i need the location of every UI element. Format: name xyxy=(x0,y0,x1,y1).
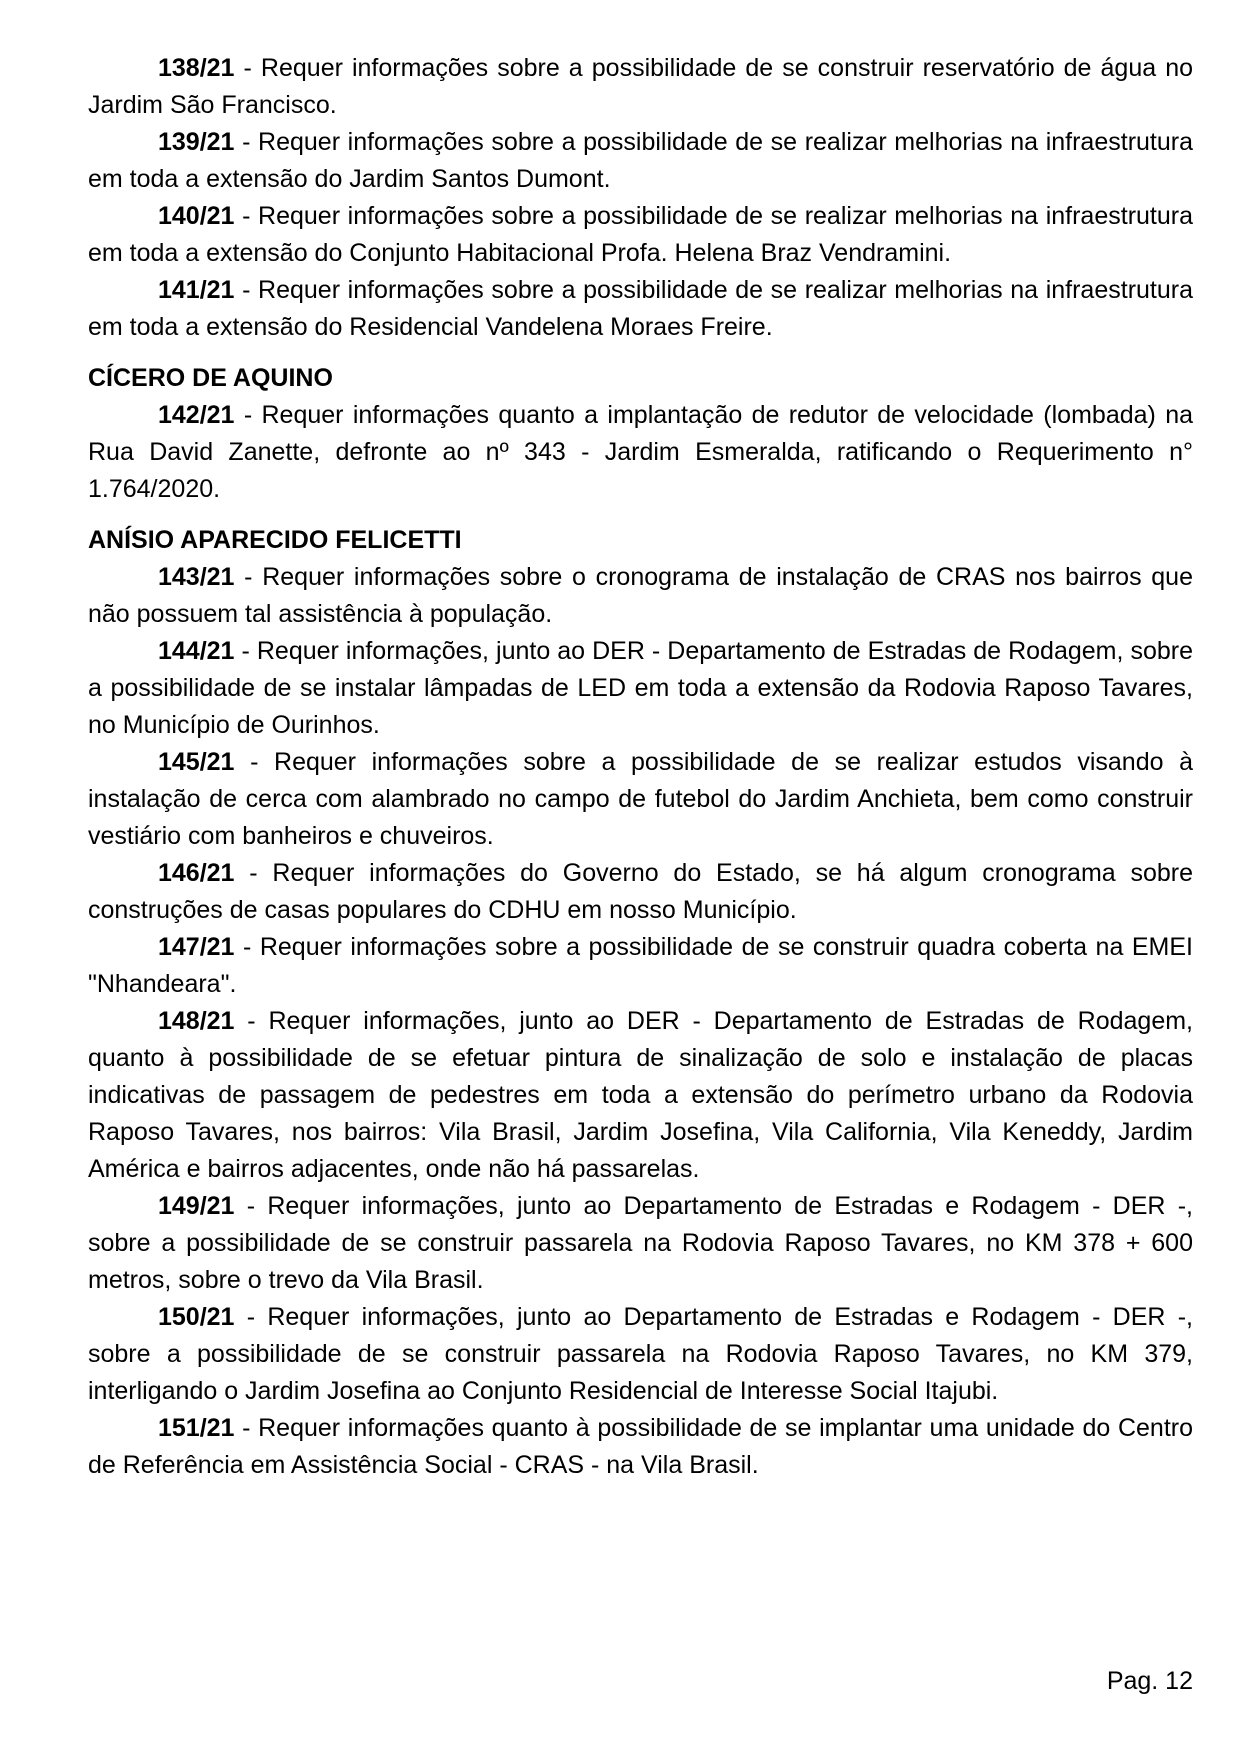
requirement-text: Requer informações sobre a possibilidade de se construir quadra coberta na EMEI "Nhandeara". xyxy=(88,933,1193,998)
requirement-text: Requer informações, junto ao DER - Departamento de Estradas de Rodagem, sobre a possibilidade de se instalar lâmpadas de LED em toda a extensão da Rodovia Raposo Tavares, no Município de Ourinhos. xyxy=(88,637,1194,739)
requirement-number: 140/21 xyxy=(158,202,235,230)
author-heading: CÍCERO DE AQUINO xyxy=(88,364,333,392)
requirement-number: 148/21 xyxy=(158,1007,235,1035)
requirement-paragraph: 144/21 - Requer informações, junto ao DER - Departamento de Estradas de Rodagem, sobre a possibilidade de se instalar lâmpadas de LED em toda a extensão da Rodovia Raposo Tavares, no Município de Ourinhos. xyxy=(88,637,1194,739)
requirement-number: 142/21 xyxy=(158,401,235,429)
requirement-number: 147/21 xyxy=(158,933,235,961)
requirement-text: Requer informações do Governo do Estado, se há algum cronograma sobre construções de casas populares do CDHU em nosso Município. xyxy=(88,859,1194,924)
author-heading: ANÍSIO APARECIDO FELICETTI xyxy=(88,526,462,554)
requirement-text: Requer informações sobre o cronograma de instalação de CRAS nos bairros que não possuem tal assistência à população. xyxy=(88,563,1193,628)
requirement-text: Requer informações sobre a possibilidade de se realizar estudos visando à instalação de cerca com alambrado no campo de futebol do Jardim Anchieta, bem como construir vestiário com banheiros e chuveiros. xyxy=(88,748,1194,850)
requirement-number: 144/21 xyxy=(158,637,235,665)
document-content xyxy=(88,50,1193,1484)
requirement-paragraph: 145/21 - Requer informações sobre a possibilidade de se realizar estudos visando à instalação de cerca com alambrado no campo de futebol do Jardim Anchieta, bem como construir vestiário com banheiros e chuveiros. xyxy=(88,748,1194,850)
requirement-text: Requer informações sobre a possibilidade de se realizar melhorias na infraestrutura em toda a extensão do Jardim Santos Dumont. xyxy=(88,128,1193,193)
requirement-paragraph: 150/21 - Requer informações, junto ao Departamento de Estradas e Rodagem - DER -, sobre a possibilidade de se construir passarela na Rodovia Raposo Tavares, no KM 379, interligando o Jardim Josefina ao Conjunto Residencial de Interesse Social Itajubi. xyxy=(88,1303,1194,1405)
requirement-number: 145/21 xyxy=(158,748,235,776)
requirement-paragraph: 142/21 - Requer informações quanto a implantação de redutor de velocidade (lombada) na Rua David Zanette, defronte ao nº 343 - Jardim Esmeralda, ratificando o Requerimento n° 1.764/2020. xyxy=(88,401,1194,503)
requirement-number: 138/21 xyxy=(158,54,235,82)
page-number: Pag. 12 xyxy=(1106,1667,1193,1695)
requirement-number: 149/21 xyxy=(158,1192,235,1220)
requirement-text: Requer informações quanto à possibilidade de se implantar uma unidade do Centro de Referência em Assistência Social - CRAS - na Vila Brasil. xyxy=(88,1414,1193,1479)
requirement-text: Requer informações sobre a possibilidade de se construir reservatório de água no Jardim São Francisco. xyxy=(88,54,1194,119)
requirement-paragraph: 140/21 - Requer informações sobre a possibilidade de se realizar melhorias na infraestrutura em toda a extensão do Conjunto Habitacional Profa. Helena Braz Vendramini. xyxy=(88,202,1193,267)
requirement-paragraph: 149/21 - Requer informações, junto ao Departamento de Estradas e Rodagem - DER -, sobre a possibilidade de se construir passarela na Rodovia Raposo Tavares, no KM 378 + 600 metros, sobre o trevo da Vila Brasil. xyxy=(88,1192,1194,1294)
requirement-paragraph: 148/21 - Requer informações, junto ao DER - Departamento de Estradas de Rodagem, quanto à possibilidade de se efetuar pintura de sinalização de solo e instalação de placas indicativas de passagem de pedestres em toda a extensão do perímetro urbano da Rodovia Raposo Tavares, nos bairros: Vila Brasil, Jardim Josefina, Vila California, Vila Keneddy, Jardim América e bairros adjacentes, onde não há passarelas. xyxy=(88,1007,1193,1183)
requirement-number: 151/21 xyxy=(158,1414,235,1442)
requirement-paragraph: 139/21 - Requer informações sobre a possibilidade de se realizar melhorias na infraestrutura em toda a extensão do Jardim Santos Dumont. xyxy=(88,128,1193,193)
requirement-text: Requer informações quanto a implantação de redutor de velocidade (lombada) na Rua David Zanette, defronte ao nº 343 - Jardim Esmeralda, ratificando o Requerimento n° 1.764/2020. xyxy=(88,401,1194,503)
requirement-number: 141/21 xyxy=(158,276,235,304)
requirement-text: Requer informações, junto ao DER - Departamento de Estradas de Rodagem, quanto à possibilidade de se efetuar pintura de sinalização de solo e instalação de placas indicativas de passagem de pedestres em toda a extensão do perímetro urbano da Rodovia Raposo Tavares, nos bairros: Vila Brasil, Jardim Josefina, Vila California, Vila Keneddy, Jardim América e bairros adjacentes, onde não há passarelas. xyxy=(88,1007,1193,1183)
requirement-paragraph: 151/21 - Requer informações quanto à possibilidade de se implantar uma unidade do Centro de Referência em Assistência Social - CRAS - na Vila Brasil. xyxy=(88,1414,1193,1479)
requirement-text: Requer informações sobre a possibilidade de se realizar melhorias na infraestrutura em toda a extensão do Conjunto Habitacional Profa. Helena Braz Vendramini. xyxy=(88,202,1193,267)
requirement-paragraph: 147/21 - Requer informações sobre a possibilidade de se construir quadra coberta na EMEI "Nhandeara". xyxy=(88,933,1193,998)
requirement-number: 143/21 xyxy=(158,563,235,591)
requirement-paragraph: 146/21 - Requer informações do Governo do Estado, se há algum cronograma sobre construções de casas populares do CDHU em nosso Município. xyxy=(88,859,1194,924)
requirement-text: Requer informações, junto ao Departamento de Estradas e Rodagem - DER -, sobre a possibilidade de se construir passarela na Rodovia Raposo Tavares, no KM 378 + 600 metros, sobre o trevo da Vila Brasil. xyxy=(88,1192,1194,1294)
requirement-number: 150/21 xyxy=(158,1303,235,1331)
requirement-text: Requer informações, junto ao Departamento de Estradas e Rodagem - DER -, sobre a possibilidade de se construir passarela na Rodovia Raposo Tavares, no KM 379, interligando o Jardim Josefina ao Conjunto Residencial de Interesse Social Itajubi. xyxy=(88,1303,1194,1405)
requirement-text: Requer informações sobre a possibilidade de se realizar melhorias na infraestrutura em toda a extensão do Residencial Vandelena Moraes Freire. xyxy=(88,276,1193,341)
requirement-number: 139/21 xyxy=(158,128,235,156)
requirement-paragraph: 141/21 - Requer informações sobre a possibilidade de se realizar melhorias na infraestrutura em toda a extensão do Residencial Vandelena Moraes Freire. xyxy=(88,276,1193,341)
requirement-paragraph: 143/21 - Requer informações sobre o cronograma de instalação de CRAS nos bairros que não possuem tal assistência à população. xyxy=(88,563,1193,628)
requirement-number: 146/21 xyxy=(158,859,235,887)
requirement-paragraph: 138/21 - Requer informações sobre a possibilidade de se construir reservatório de água no Jardim São Francisco. xyxy=(88,54,1194,119)
